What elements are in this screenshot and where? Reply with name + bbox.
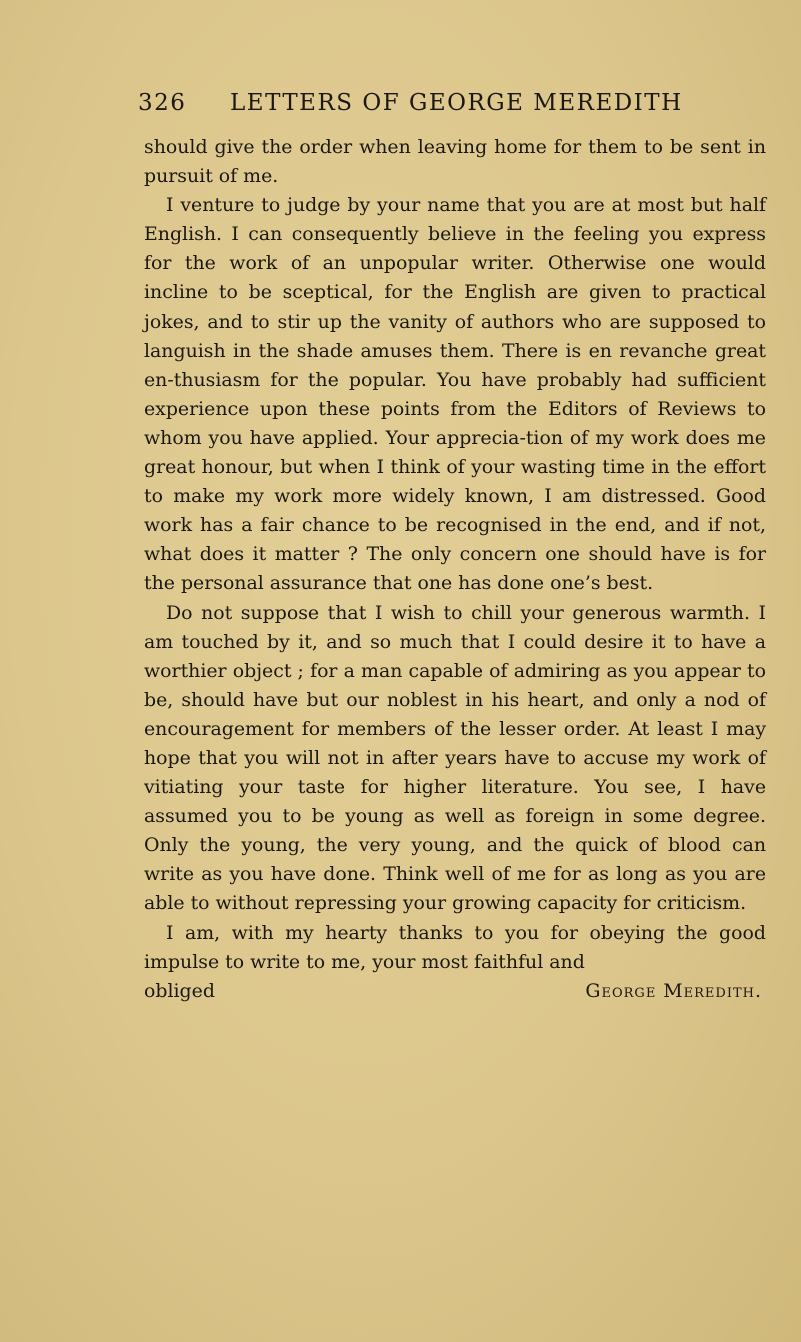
closing-word: obliged — [144, 979, 215, 1002]
signature: George Meredith. — [585, 979, 762, 1002]
page-header — [138, 88, 698, 124]
paragraph-warmth: Do not suppose that I wish to chill your generous warmth. I am touched by it, and so much that I could desire it to have a worthier object ; for a man capable of admiring as you appear to be, should have but our noblest in his heart, and only a nod of encouragement for members of the lesser order. At least I may hope that you will not in after years have to accuse my work of vitiating your taste for higher literature. You see, I have assumed you to be young as well as foreign in some degree. Only the young, the very young, and the quick of blood can write as you have done. Think well of me for as long as you are able to without repressing your growing capacity for criticism. — [144, 601, 766, 915]
page-number: 326 — [138, 90, 187, 116]
paragraph-continuation: should give the order when leaving home for them to be sent in pursuit of me. — [144, 136, 766, 188]
letter-body — [144, 133, 766, 1006]
paragraph-venture: I venture to judge by your name that you are at most but half English. I can consequently believe in the feeling you express for the work of an unpopular writer. Otherwise one would incline to be sceptical, for the English are given to practical jokes, and to stir up the vanity of authors who are supposed to languish in the shade amuses them. There is en revanche great en-thusiasm for the popular. You have probably had sufficient experience upon these points from the Editors of Reviews to whom you have applied. Your apprecia-tion of my work does me great honour, but when I think of your wasting time in the effort to make my work more widely known, I am distressed. Good work has a fair chance to be recognised in the end, and if not, what does it matter ? The only concern one should have is for the personal assurance that one has done one’s best. — [144, 194, 766, 595]
closing-line — [144, 977, 766, 1006]
paragraph-closing: I am, with my hearty thanks to you for obeying the good impulse to write to me, your most faithful and — [144, 921, 766, 973]
running-head: LETTERS OF GEORGE MEREDITH — [230, 90, 683, 116]
